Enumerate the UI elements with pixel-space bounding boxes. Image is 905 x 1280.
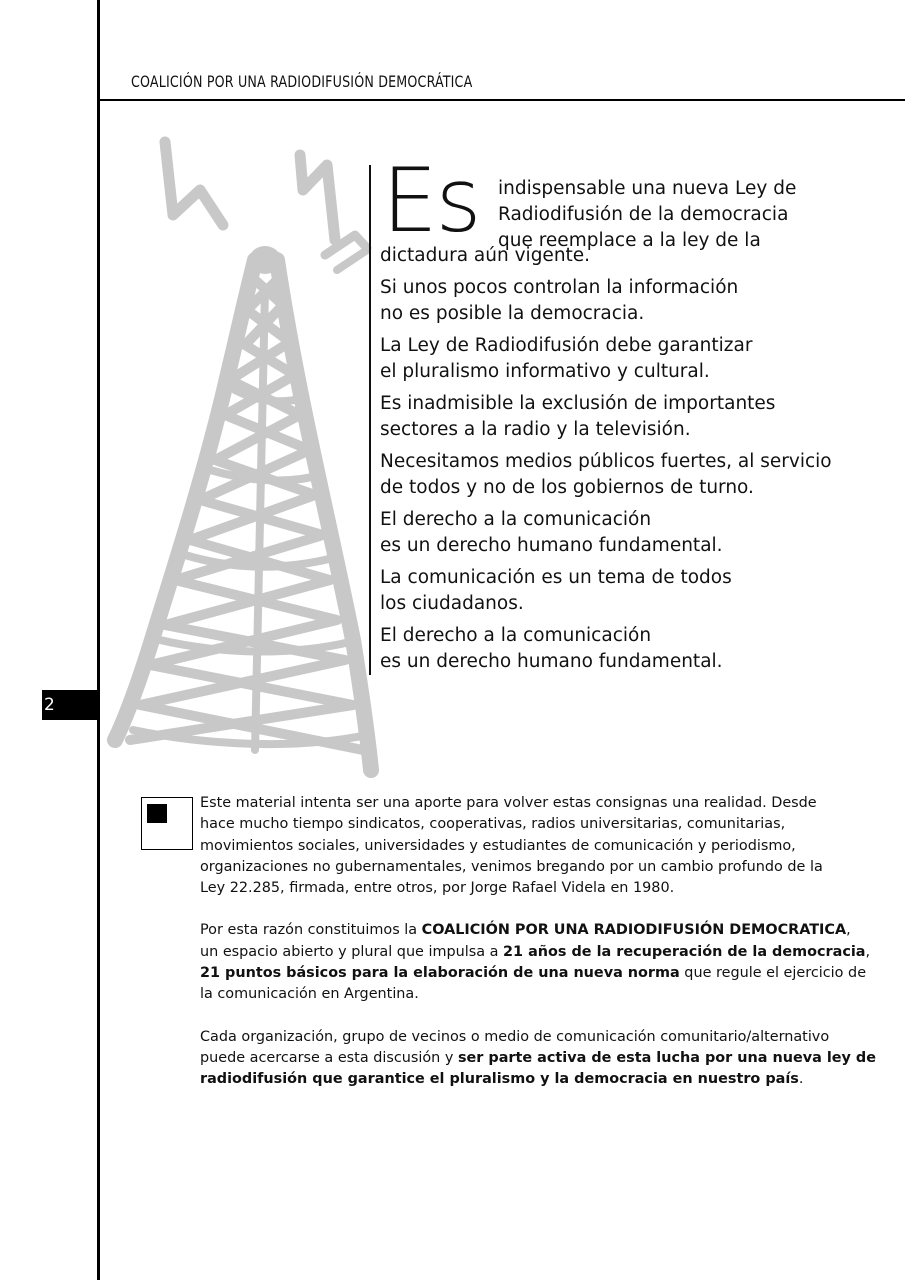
text-line: un espacio abierto y plural que impulsa a 21 años de la recuperación de la democracia, (200, 943, 871, 960)
text-line: movimientos sociales, universidades y estudiantes de comunicación y periodismo, (200, 837, 796, 854)
text-line: Este material intenta ser una aporte para volver estas consignas una realidad. Desde (200, 795, 817, 811)
slogan-line: Si unos pocos controlan la información (380, 277, 739, 298)
slogan-line: Es inadmisible la exclusión de importantes (380, 393, 776, 414)
square-bullet-fill (147, 804, 167, 823)
slogan-line: de todos y no de los gobiernos de turno. (380, 477, 754, 498)
slogan-item (380, 507, 860, 559)
left-margin-rule (97, 0, 100, 1280)
text-line: organizaciones no gubernamentales, venimos bregando por un cambio profundo de la (200, 858, 823, 875)
slogan-line: que reemplace a la ley de la (498, 230, 761, 251)
text-line: hace mucho tiempo sindicatos, cooperativas, radios universitarias, comunitarias, (200, 816, 786, 833)
page-number: 2 (42, 690, 100, 720)
slogan-line: sectores a la radio y la televisión. (380, 419, 691, 440)
text-line: radiodifusión que garantice el pluralismo y la democracia en nuestro país. (200, 1071, 804, 1088)
slogan-line: es un derecho humano fundamental. (380, 651, 723, 672)
slogan-line: Necesitamos medios públicos fuertes, al servicio (380, 451, 832, 472)
slogan-line: La comunicación es un tema de todos (380, 567, 732, 588)
emphasis-text: radiodifusión que garantice el pluralismo y la democracia en nuestro país (200, 1071, 799, 1088)
slogan-item (380, 449, 860, 501)
slogan-line: La Ley de Radiodifusión debe garantizar (380, 335, 753, 356)
slogan-line: El derecho a la comunicación (380, 625, 652, 646)
emphasis-text: 21 años de la recuperación de la democracia (503, 943, 866, 960)
slogan-line: los ciudadanos. (380, 593, 524, 614)
slogan-line: El derecho a la comunicación (380, 509, 652, 530)
emphasis-text: ser parte activa de esta lucha por una nueva ley de (457, 1049, 876, 1066)
slogan-item (380, 275, 860, 327)
text-line: Cada organización, grupo de vecinos o medio de comunicación comunitario/alternativo (200, 1028, 830, 1045)
body-text (200, 793, 876, 1112)
slogan-line: es un derecho humano fundamental. (380, 535, 723, 556)
first-slogan-top (380, 149, 860, 252)
dropcap: Es (382, 149, 480, 252)
slogan-item (380, 623, 860, 675)
coalition-name: COALICIÓN POR UNA RADIODIFUSIÓN DEMOCRATICA (421, 922, 847, 939)
slogan-item (380, 333, 860, 385)
slogan-line: el pluralismo informativo y cultural. (380, 361, 710, 382)
slogan-line: Radiodifusión de la democracia (498, 204, 789, 225)
text-line: puede acercarse a esta discusión y ser parte activa de esta lucha por una nueva ley de (200, 1049, 876, 1066)
paragraph-coalition (200, 920, 871, 1005)
text-line: Por esta razón constituimos la COALICIÓN POR UNA RADIODIFUSIÓN DEMOCRATICA, (200, 922, 851, 939)
text-line: la comunicación en Argentina. (200, 986, 419, 1003)
page-header-title: COALICIÓN POR UNA RADIODIFUSIÓN DEMOCRÁTICA (131, 72, 473, 91)
slogan-item (380, 391, 860, 443)
radio-tower-illustration (105, 130, 380, 790)
text-line: 21 puntos básicos para la elaboración de una nueva norma que regule el ejercicio de (200, 965, 867, 982)
paragraph-intro (200, 793, 825, 899)
emphasis-text: 21 puntos básicos para la elaboración de una nueva norma (200, 965, 680, 982)
slogan-line: no es posible la democracia. (380, 303, 645, 324)
slogans-block (369, 149, 860, 675)
slogan-line: dictadura aún vigente. (380, 245, 591, 266)
header-divider (100, 99, 905, 101)
slogan-line: indispensable una nueva Ley de (498, 178, 797, 199)
text-line: Ley 22.285, firmada, entre otros, por Jorge Rafael Videla en 1980. (200, 880, 675, 897)
paragraph-call-to-action (200, 1027, 876, 1091)
slogan-item (380, 565, 860, 617)
square-bullet-icon (141, 797, 193, 850)
